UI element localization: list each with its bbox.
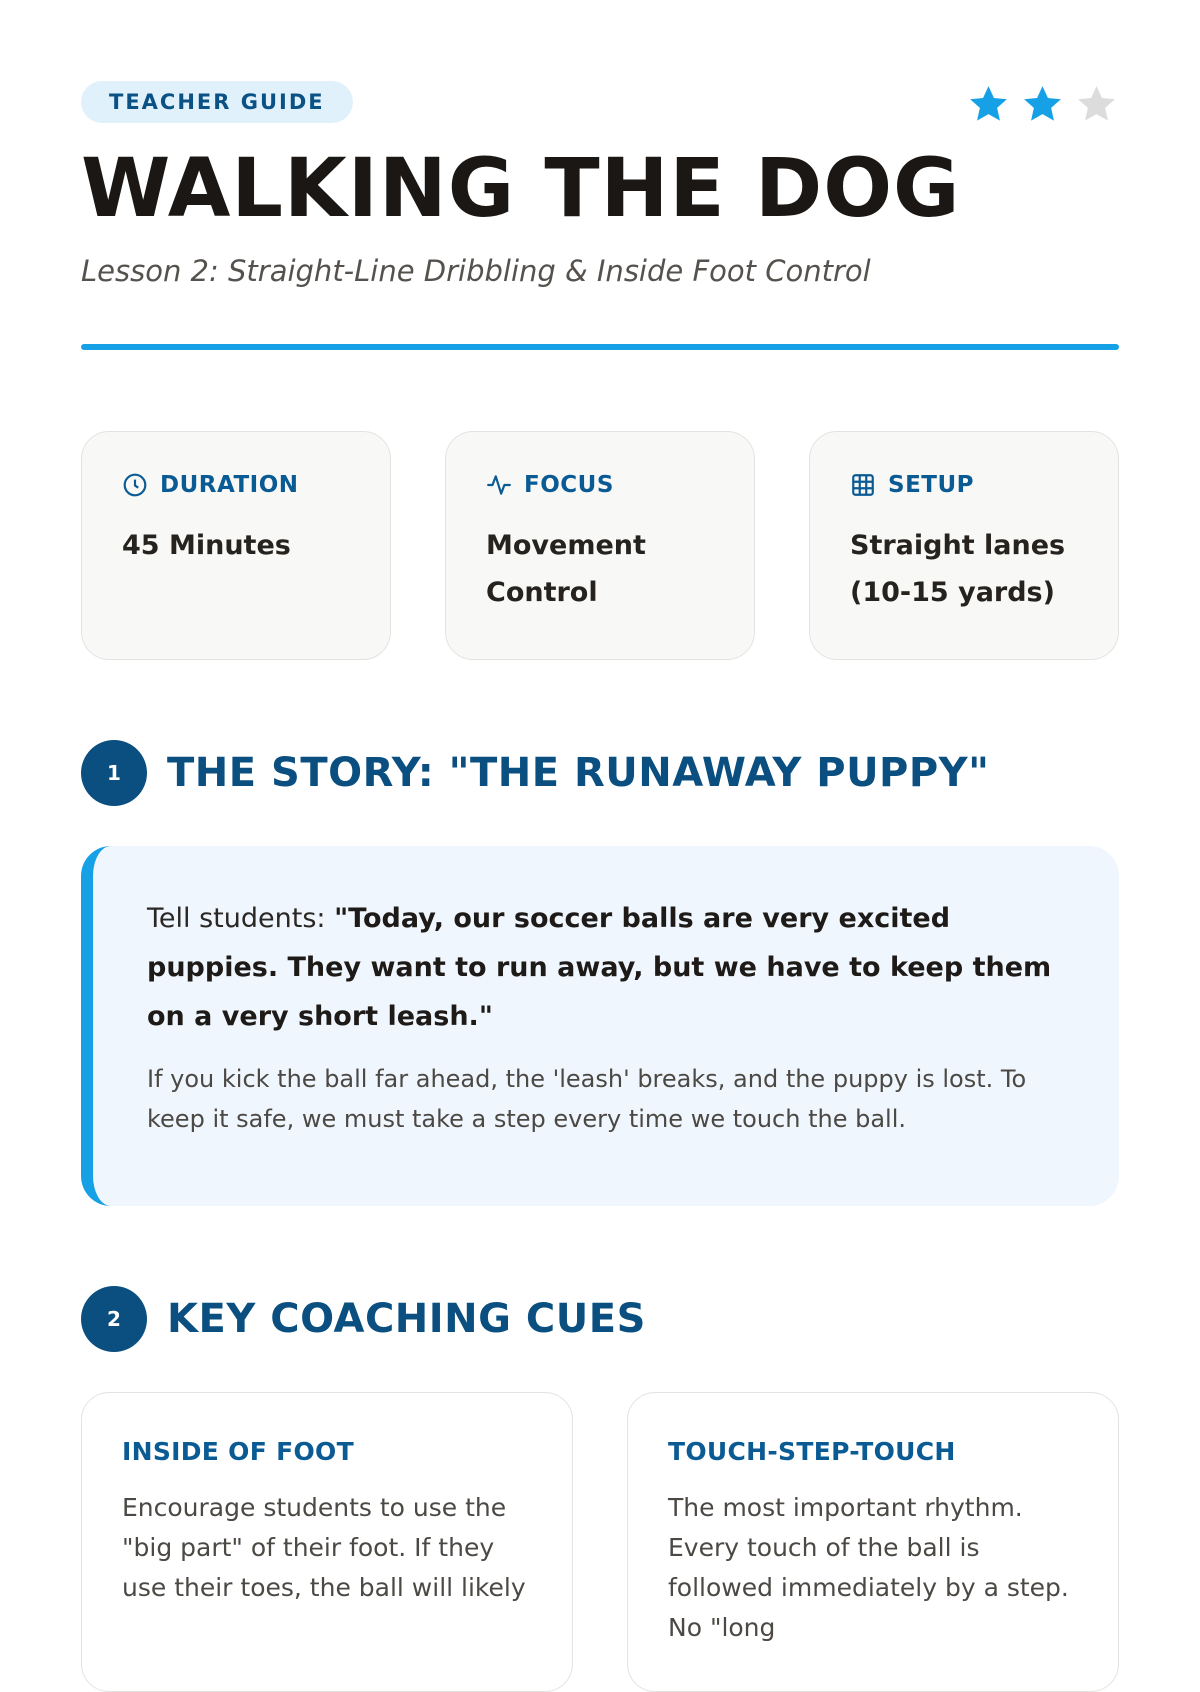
info-label: SETUP [888,472,974,498]
section-title: KEY COACHING CUES [167,1296,646,1342]
difficulty-rating [966,82,1119,127]
header-divider [81,344,1119,350]
section-cues-header [81,1286,1119,1352]
cue-text: Encourage students to use the "big part" of their foot. If they use their toes, the ball will likely [122,1493,526,1602]
guide-type-badge: TEACHER GUIDE [81,81,353,123]
star-filled-icon [966,82,1011,127]
page-subtitle: Lesson 2: Straight-Line Dribbling & Inside Foot Control [81,254,871,288]
coaching-cues-row [81,1392,1119,1692]
lesson-info-row [81,431,1119,660]
grid-icon [850,472,876,498]
page-title: WALKING THE DOG [81,142,961,236]
section-title: THE STORY: "THE RUNAWAY PUPPY" [167,750,990,796]
cue-card [81,1392,573,1692]
info-card-duration [81,431,391,660]
section-story-header [81,740,1119,806]
activity-icon [486,472,512,498]
cue-title: TOUCH-STEP-TOUCH [668,1437,956,1466]
cue-title: INSIDE OF FOOT [122,1437,354,1466]
clock-icon [122,472,148,498]
info-label: FOCUS [524,472,614,498]
info-card-setup [809,431,1119,660]
info-value: Movement Control [486,530,646,608]
info-label: DURATION [160,472,299,498]
star-empty-icon [1074,82,1119,127]
story-body: If you kick the ball far ahead, the 'leash' breaks, and the puppy is lost. To keep it safe, we must take a step every time we touch the ball. [147,1065,1027,1133]
info-value: 45 Minutes [122,530,291,561]
info-card-focus [445,431,755,660]
story-quote: "Today, our soccer balls are very excited puppies. They want to run away, but we have to keep them on a very short leash." [147,903,1052,1032]
cue-text: The most important rhythm. Every touch of the ball is followed immediately by a step. No "long [668,1493,1069,1642]
story-callout [81,846,1119,1206]
cue-card [627,1392,1119,1692]
star-filled-icon [1020,82,1065,127]
story-lead: Tell students: "Today, our soccer balls are very excited puppies. They want to run away, but we have to keep them on a very short leash." [147,903,1052,1032]
section-number: 1 [81,740,147,806]
info-value: Straight lanes (10-15 yards) [850,530,1066,608]
page-header [81,0,1119,350]
section-number: 2 [81,1286,147,1352]
